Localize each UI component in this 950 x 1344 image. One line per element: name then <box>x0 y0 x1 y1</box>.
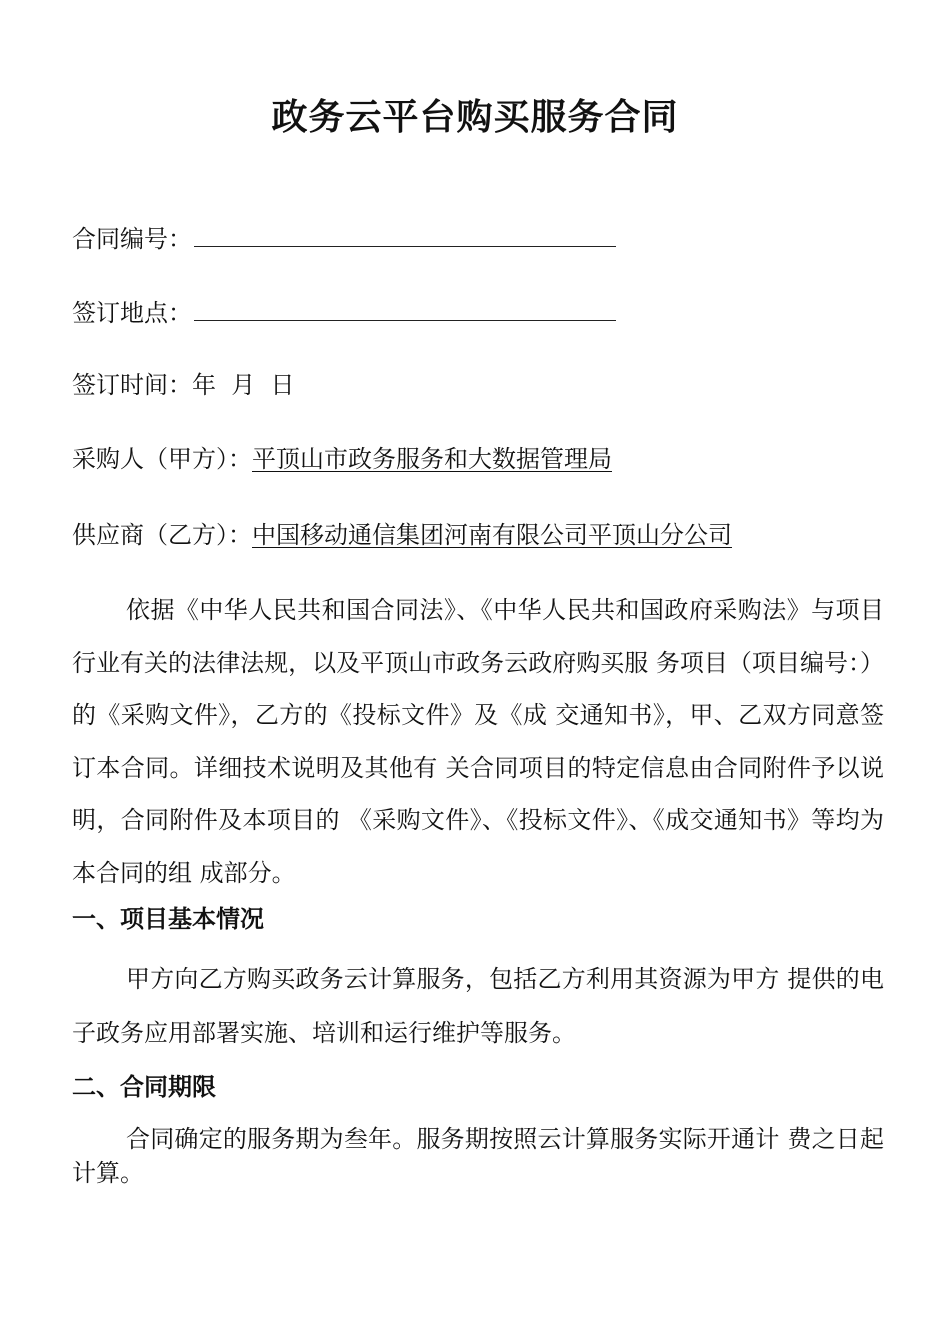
supplier-name: 中国移动通信集团河南有限公司平顶山分公司 <box>252 521 732 549</box>
section-body-1: 甲方向乙方购买政务云计算服务，包括乙方利用其资源为甲方 提供的电子政务应用部署实施、培训和运行维护等服务。 <box>72 965 884 1047</box>
contract-number-label: 合同编号： <box>72 225 192 253</box>
supplier-label: 供应商（乙方）： <box>72 521 252 549</box>
buyer-name: 平顶山市政务服务和大数据管理局 <box>252 445 612 473</box>
signing-place-blank <box>194 296 616 321</box>
section-body-2: 合同确定的服务期为叁年。服务期按照云计算服务实际开通计 费之日起计算。 <box>72 1125 884 1187</box>
buyer-label: 采购人（甲方）： <box>72 445 252 473</box>
contract-number-blank <box>194 222 616 247</box>
section-heading-2: 二、合同期限 <box>72 1073 216 1101</box>
document-title: 政务云平台购买服务合同 <box>271 97 679 138</box>
intro-paragraph: 依据《中华人民共和国合同法》、《中华人民共和国政府采购法》与项目行业有关的法律法规，以及平顶山市政务云政府购买服 务项目（项目编号：）的《采购文件》，乙方的《投标文件》及《成 交通知书》，甲、乙双方同意签订本合同。详细技术说明及其他有 关合同项目的特定信息由合同附件予以说明，合同附件及本项目的 《采购文件》、《投标文件》、《成交通知书》等均为本合同的组 成部分。 <box>72 596 884 887</box>
signing-place-label: 签订地点： <box>72 299 192 327</box>
buyer-field <box>72 443 612 475</box>
section-heading-1: 一、项目基本情况 <box>72 905 264 933</box>
signing-place-field <box>72 296 616 329</box>
signing-date-field: 签订时间：年 月 日 <box>72 371 295 399</box>
supplier-field <box>72 519 732 551</box>
contract-number-field <box>72 222 616 255</box>
